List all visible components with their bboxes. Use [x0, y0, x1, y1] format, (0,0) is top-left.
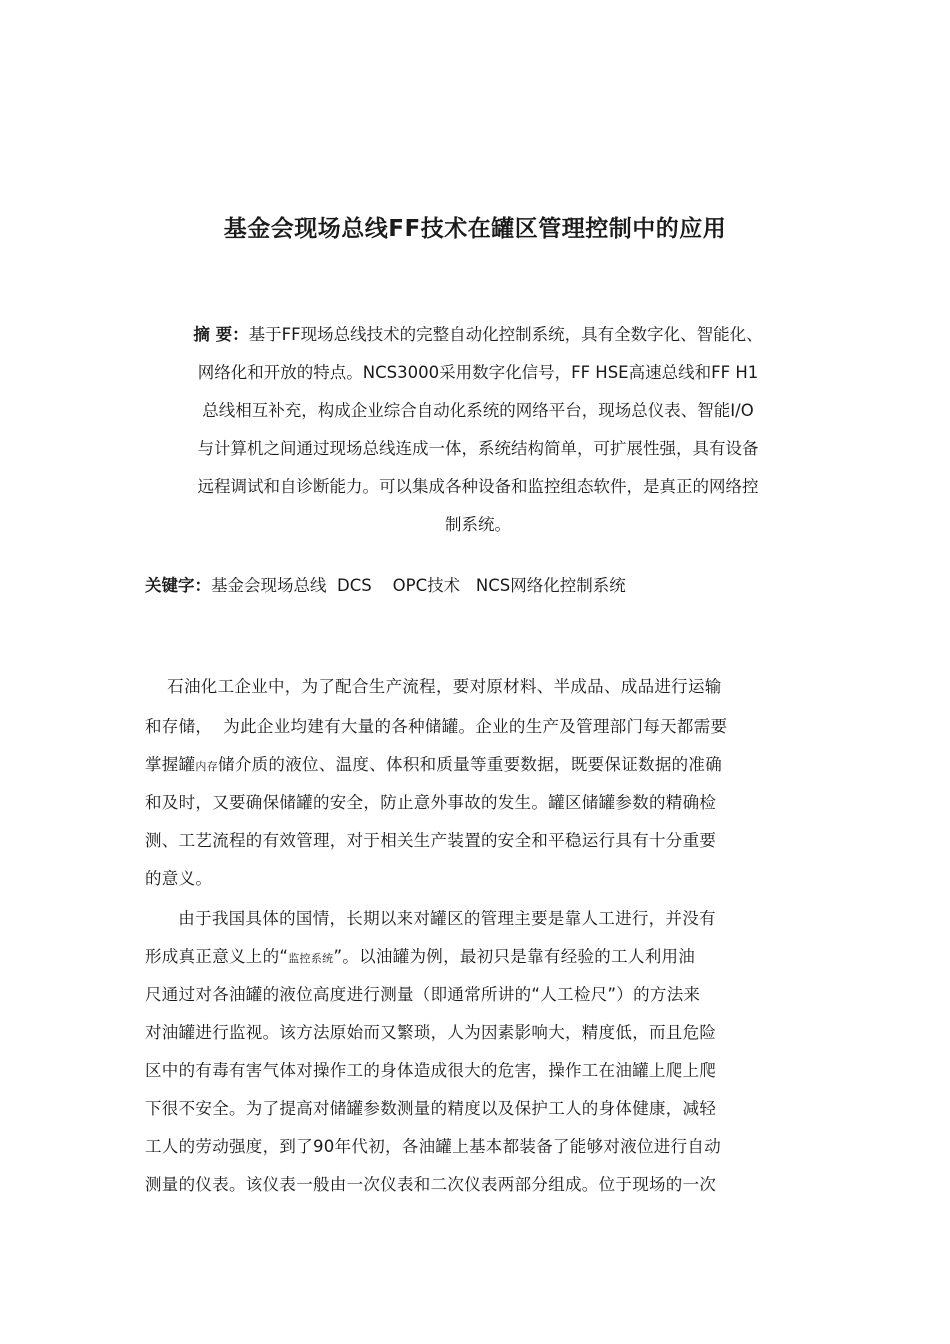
body-line: 的意义。 [145, 869, 213, 888]
abstract-text: 基于FF现场总线技术的完整自动化控制系统，具有全数字化、智能化、 [248, 325, 763, 344]
abstract-label: 摘 要： [193, 325, 249, 344]
body-small-text: 监控系统 [288, 952, 334, 965]
body-line: 测量的仪表。该仪表一般由一次仪表和二次仪表两部分组成。位于现场的一次 [145, 1175, 717, 1194]
body-line: 对油罐进行监视。该方法原始而又繁琐，人为因素影响大，精度低，而且危险 [145, 1023, 717, 1042]
body-line [145, 746, 815, 784]
body-line: 测、工艺流程的有效管理，对于相关生产装置的安全和平稳运行具有十分重要 [145, 831, 717, 850]
body-line [145, 938, 815, 976]
body-line: 由于我国具体的国情，长期以来对罐区的管理主要是靠人工进行，并没有 [145, 909, 716, 928]
body-line: 石油化工企业中，为了配合生产流程，要对原材料、半成品、成品进行运输 [145, 677, 722, 696]
body-line: 和及时，又要确保储罐的安全，防止意外事故的发生。罐区储罐参数的精确检 [145, 793, 717, 812]
abstract-line: 制系统。 [445, 515, 511, 534]
body-paragraph [145, 668, 815, 898]
keywords-label: 关键字： [145, 576, 211, 595]
body-line: 工人的劳动强度，到了90年代初，各油罐上基本都装备了能够对液位进行自动 [145, 1137, 721, 1156]
body-line: 和存储， 为此企业均建有大量的各种储罐。企业的生产及管理部门每天都需要 [145, 717, 728, 736]
page-title: 基金会现场总线FF技术在罐区管理控制中的应用 [223, 216, 727, 243]
abstract-line: 网络化和开放的特点。NCS3000采用数字化信号，FF HSE高速总线和FF H1 [197, 363, 759, 382]
abstract-line: 与计算机之间通过现场总线连成一体，系统结构简单，可扩展性强，具有设备 [197, 439, 759, 458]
keywords-text: 基金会现场总线 DCS OPC技术 NCS网络化控制系统 [211, 576, 626, 595]
keywords [145, 568, 626, 604]
body-line: 区中的有毒有害气体对操作工的身体造成很大的危害，操作工在油罐上爬上爬 [145, 1061, 717, 1080]
body-text-segment: 储介质的液位、温度、体积和质量等重要数据，既要保证数据的准确 [218, 755, 723, 774]
body-small-text: 内存 [195, 760, 219, 773]
abstract-line: 总线相互补充，构成企业综合自动化系统的网络平台，现场总仪表、智能I/O [202, 401, 754, 420]
body-line: 下很不安全。为了提高对储罐参数测量的精度以及保护工人的身体健康，减轻 [145, 1099, 717, 1118]
abstract-line [148, 316, 808, 354]
body-line: 尺通过对各油罐的液位高度进行测量（即通常所讲的“人工检尺”）的方法来 [145, 985, 701, 1004]
abstract [148, 316, 808, 544]
abstract-line: 远程调试和自诊断能力。可以集成各种设备和监控组态软件，是真正的网络控 [197, 477, 759, 496]
body-paragraph [145, 900, 815, 1204]
body-text-segment: ”。以油罐为例，最初只是靠有经验的工人利用油 [333, 947, 696, 966]
body-text-segment: 掌握罐 [145, 755, 196, 774]
body-text-segment: 形成真正意义上的“ [145, 947, 289, 966]
